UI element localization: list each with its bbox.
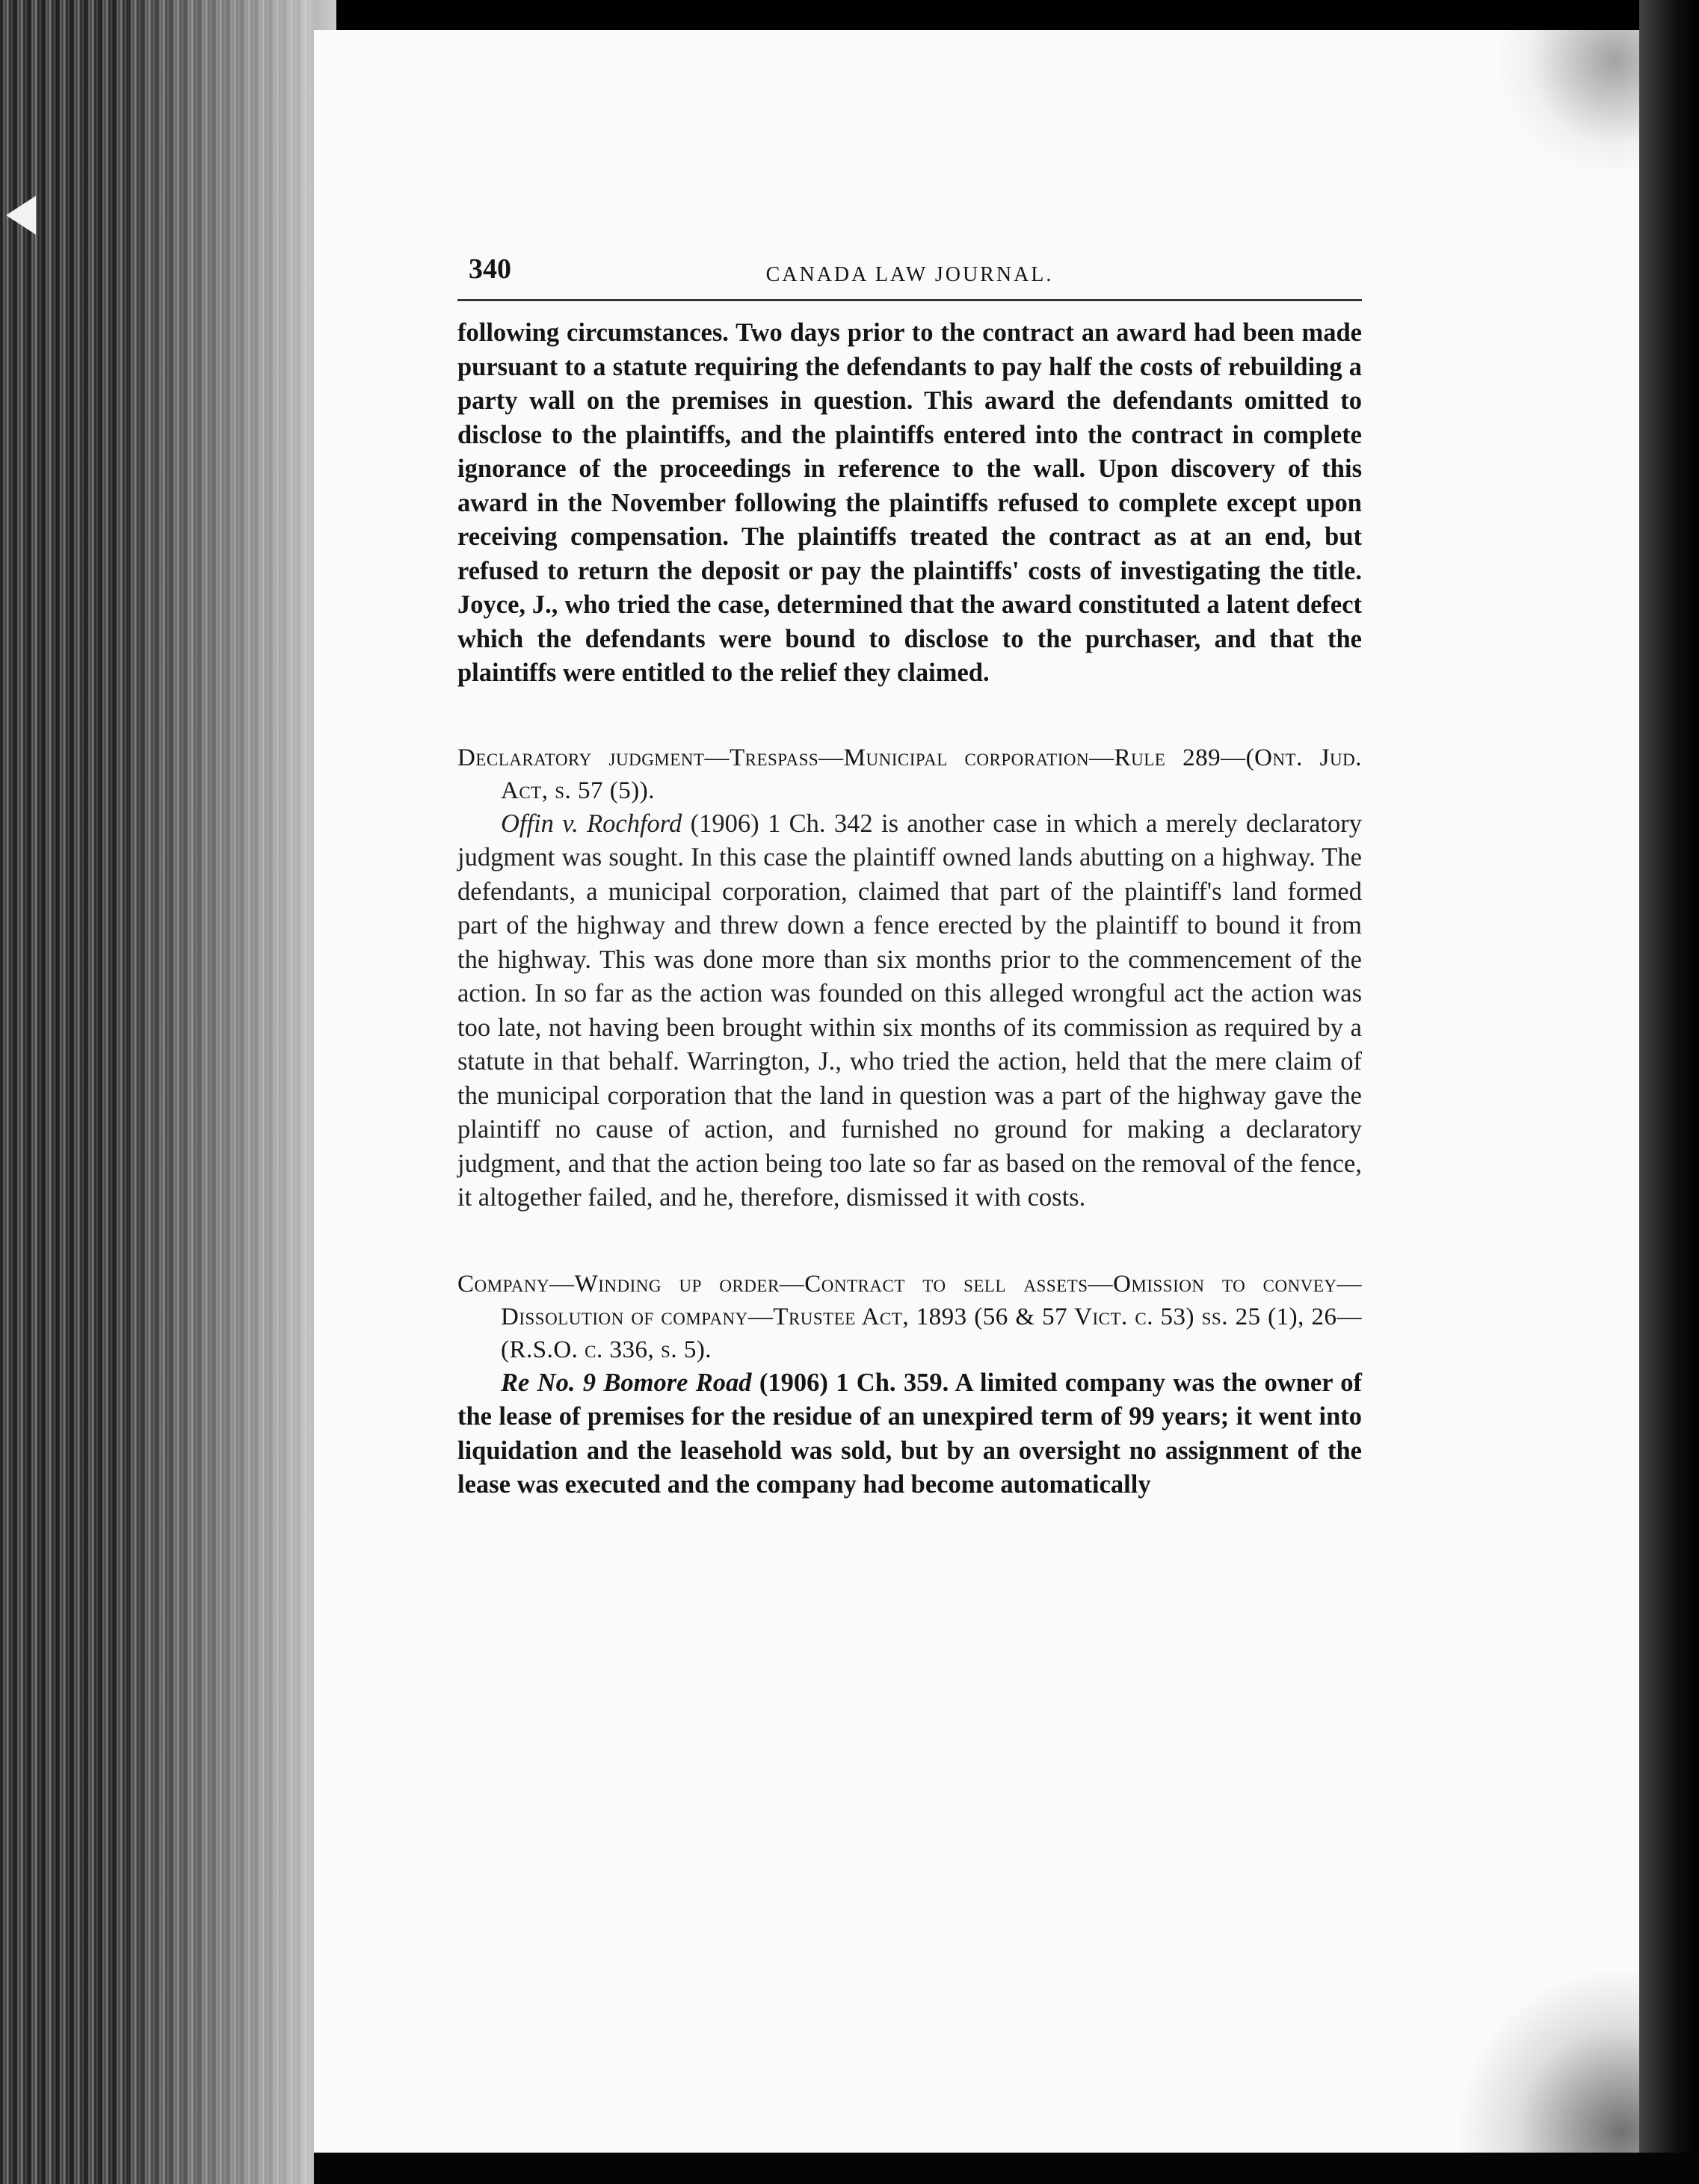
paragraph-re-bomore-road [457, 1366, 1362, 1502]
section-heading-company-winding-up: Company—Winding up order—Contract to sell assets—Omission to convey—Dissolution of company—Trustee Act, 1893 (56 & 57 Vict. c. 53) ss. 25 (1), 26—(R.S.O. c. 336, s. 5). [457, 1270, 1362, 1363]
text-column [457, 247, 1362, 1502]
running-head [457, 247, 1362, 301]
paragraph-offin-v-rochford [457, 807, 1362, 1215]
bottom-edge-shadow [314, 2153, 1699, 2184]
case-name-bomore: Re No. 9 Bomore Road [501, 1368, 752, 1397]
paragraph-body: (1906) 1 Ch. 359. A limited company was the owner of the lease of premises for the residue of an unexpired term of 99 years; it went into liquidation and the leasehold was sold, but by an oversight no assignment of the lease was executed and the company had become automatically [457, 1368, 1362, 1499]
case-name-offin: Offin v. Rochford [501, 809, 682, 838]
paragraph-body: (1906) 1 Ch. 342 is another case in which a merely declaratory judgment was sought. In this case the plaintiff owned lands abutting on a highway. The defendants, a municipal corporation, claimed that part of the plaintiff's land formed part of the highway and threw down a fence erected by the plaintiff to bound it from the highway. This was done more than six months prior to the commencement of the action. In so far as the action was founded on this alleged wrongful act the action was too late, not having been brought within six months of its commission as required by a statute in that behalf. Warrington, J., who tried the action, held that the mere claim of the municipal corporation that the land in question was a part of the highway gave the plaintiff no cause of action, and furnished no ground for making a declaratory judgment, and that the action being too late so far as based on the removal of the fence, it altogether failed, and he, therefore, dismissed it with costs. [457, 809, 1362, 1212]
journal-title: CANADA LAW JOURNAL. [765, 263, 1054, 286]
section-heading-declaratory-judgment: Declaratory judgment—Trespass—Municipal corporation—Rule 289—(Ont. Jud. Act, s. 57 (5)). [457, 744, 1362, 804]
page-gutter-shadow [112, 0, 336, 2184]
corner-wear-bottom-right [1450, 1973, 1652, 2160]
paragraph-continuation: following circumstances. Two days prior to the contract an award had been made pursuant to a statute requiring the defendants to pay half the costs of rebuilding a party wall on the premises in question. This award the defendants omitted to disclose to the plaintiffs, and the plaintiffs entered into the contract in complete ignorance of the proceedings in reference to the wall. Upon discovery of this award in the November following the plaintiffs refused to complete except upon receiving compensation. The plaintiffs treated the contract as at an end, but refused to return the deposit or pay the plaintiffs' costs of investigating the title. Joyce, J., who tried the case, determined that the award constituted a latent defect which the defendants were bound to disclose to the purchaser, and that the plaintiffs were entitled to the relief they claimed. [457, 318, 1362, 687]
left-arrow-icon [6, 196, 36, 235]
right-edge-shadow [1639, 0, 1699, 2184]
page-number: 340 [469, 253, 511, 285]
corner-wear-top-right [1495, 30, 1644, 179]
